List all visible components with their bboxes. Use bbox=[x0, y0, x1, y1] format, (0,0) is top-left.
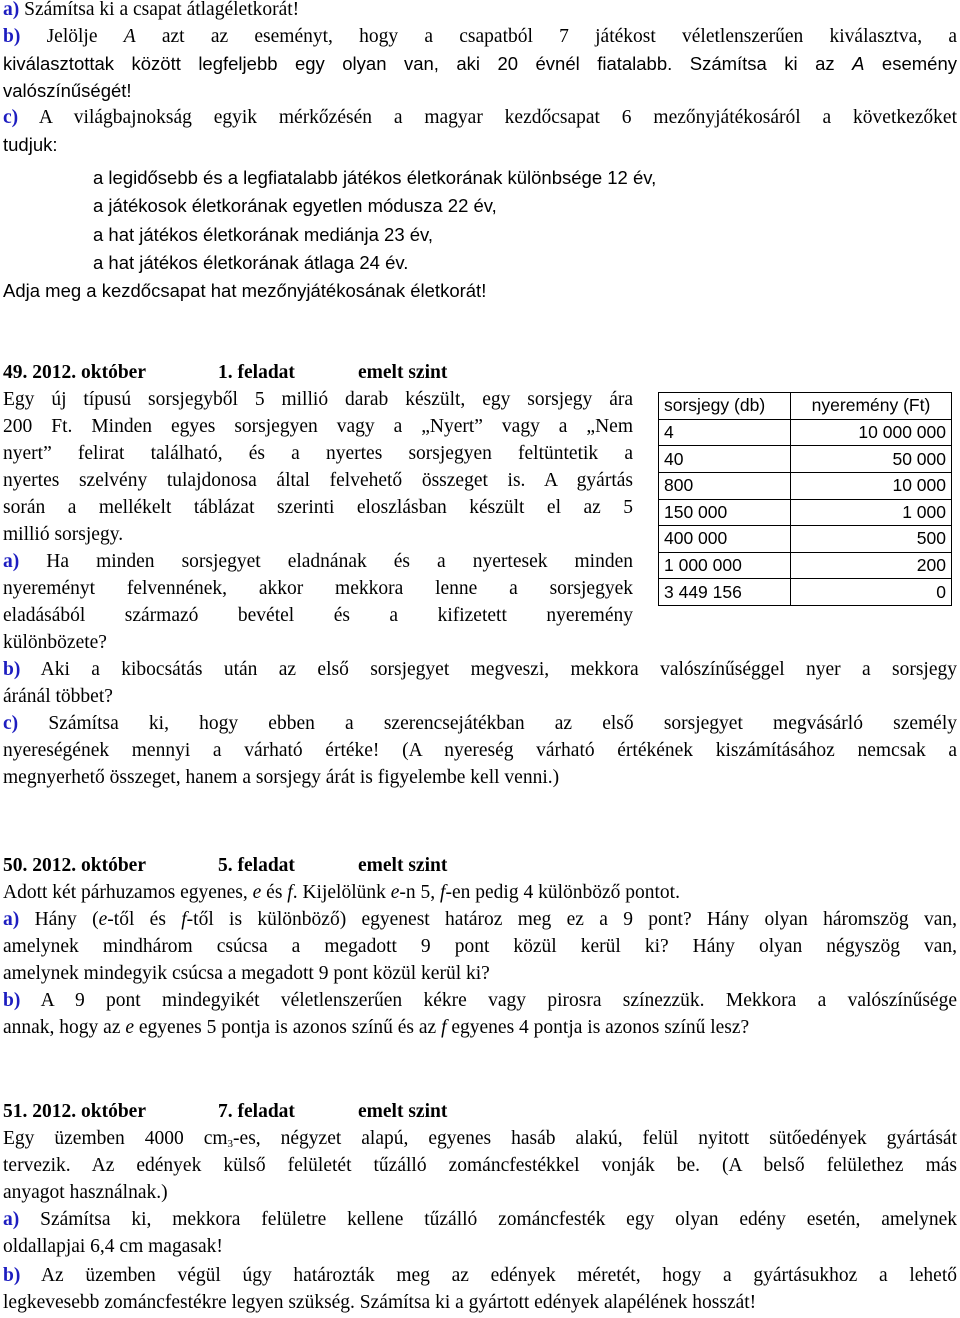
table-cell: 50 000 bbox=[791, 446, 952, 473]
top-a-text: Számítsa ki a csapat átlagéletkorát! bbox=[19, 0, 300, 20]
task-number: 7. feladat bbox=[218, 1101, 295, 1122]
problem-number: 51. 2012. október bbox=[3, 1101, 146, 1122]
top-b-text: Jelölje bbox=[20, 26, 124, 47]
p49-intro-line: nyertes szelvény tulajdonosa által felvehető összeget is. A gyártás bbox=[3, 470, 633, 491]
top-c-text: A világbajnokság egyik mérkőzésén a magyar kezdőcsapat 6 mezőnyjátékosáról a következőket bbox=[18, 107, 957, 128]
line-f-symbol: f bbox=[181, 909, 187, 930]
problem-50-header bbox=[3, 852, 603, 879]
top-b-text: kiválasztottak között legfeljebb egy olyan van, aki 20 évnél fiatalabb. Számítsa ki az bbox=[3, 53, 853, 74]
p50-a-line bbox=[3, 906, 957, 933]
p51-intro-line: tervezik. Az edények külső felületét tűzálló zománcfestékkel vonják be. (A belső felülethez más bbox=[3, 1155, 957, 1176]
table-header-cell: nyeremény (Ft) bbox=[791, 393, 952, 420]
p50-text: és bbox=[261, 882, 288, 903]
p50-b-text: annak, hogy az bbox=[3, 1017, 126, 1038]
line-f-symbol: f bbox=[440, 882, 446, 903]
label-c: c) bbox=[3, 713, 19, 734]
problem-number: 50. 2012. október bbox=[3, 855, 146, 876]
label-b: b) bbox=[3, 990, 21, 1011]
task-number: 5. feladat bbox=[218, 855, 295, 876]
p49-b-line: áránál többet? bbox=[3, 686, 113, 707]
table-cell: 4 bbox=[659, 419, 791, 446]
problem-51-header bbox=[3, 1098, 603, 1125]
p49-c-text: Számítsa ki, hogy ebben a szerencsejátékban az első sorsjegyet megvásárló személy bbox=[18, 713, 957, 734]
p50-a-line: amelynek mindegyik csúcsa a megadott 9 pont közül kerül ki? bbox=[3, 963, 490, 984]
table-row bbox=[659, 579, 952, 606]
level-label: emelt szint bbox=[358, 855, 448, 876]
p49-c-line: megnyerhető összeget, hanem a sorsjegy árát is figyelembe kell venni.) bbox=[3, 767, 560, 788]
event-a-symbol: A bbox=[852, 53, 865, 74]
p49-intro-line: során a mellékelt táblázat szerinti eloszlásban készült el az 5 bbox=[3, 497, 633, 518]
top-b-line3: valószínűségét! bbox=[3, 80, 132, 101]
p50-a-text: Hány ( bbox=[19, 909, 99, 930]
table-cell: 1 000 000 bbox=[659, 552, 791, 579]
p50-text: . Kijelölünk bbox=[292, 882, 391, 903]
line-e-symbol: e bbox=[125, 1017, 135, 1038]
label-a: a) bbox=[3, 1209, 20, 1230]
top-b-text: esemény bbox=[864, 53, 957, 74]
p50-b-text: A 9 pont mindegyikét véletlenszerűen kékre vagy pirosra színezzük. Mekkora a valószínűsége bbox=[20, 990, 957, 1011]
p51-intro-line: anyagot használnak.) bbox=[3, 1182, 168, 1203]
top-c-question: Adja meg a kezdőcsapat hat mezőnyjátékosának életkorát! bbox=[3, 280, 487, 301]
p50-intro-line bbox=[3, 879, 680, 906]
p49-a-line: nyereményt felvennének, akkor mekkora lenne a sorsjegyek bbox=[3, 578, 633, 599]
label-b: b) bbox=[3, 1265, 21, 1286]
table-cell: 1 000 bbox=[791, 499, 952, 526]
table-cell: 40 bbox=[659, 446, 791, 473]
p51-b-text: Az üzemben végül úgy határozták meg az edények méretét, hogy a gyártásukhoz a lehető bbox=[20, 1265, 957, 1286]
top-b-text: azt az eseményt, hogy a csapatból 7 játékost véletlenszerűen kiválasztva, a bbox=[135, 26, 957, 47]
line-e-symbol: e bbox=[98, 909, 108, 930]
table-cell: 3 449 156 bbox=[659, 579, 791, 606]
fact-item: a legidősebb és a legfiatalabb játékos életkorának különbsége 12 év, bbox=[93, 167, 657, 188]
p51-b-line bbox=[3, 1262, 957, 1289]
table-cell: 800 bbox=[659, 472, 791, 499]
p51-text: -es, négyzet alapú, egyenes hasáb alakú, felül nyitott sütőedények gyártását bbox=[233, 1128, 957, 1149]
line-e-symbol: e bbox=[390, 882, 400, 903]
table-row bbox=[659, 446, 952, 473]
table-cell: 400 000 bbox=[659, 526, 791, 553]
problem-number: 49. 2012. október bbox=[3, 362, 146, 383]
p49-a-line: eladásából származó bevétel és a kifizetett nyeremény bbox=[3, 605, 633, 626]
p50-text: Adott két párhuzamos egyenes, bbox=[3, 882, 253, 903]
p50-text: -en pedig 4 különböző pontot. bbox=[445, 882, 680, 903]
p51-text: Egy üzemben 4000 cm bbox=[3, 1128, 228, 1149]
p49-intro-line: millió sorsjegy. bbox=[3, 524, 124, 545]
p50-b-text: egyenes 4 pontja is azonos színű lesz? bbox=[446, 1017, 750, 1038]
table-cell: 10 000 000 bbox=[791, 419, 952, 446]
level-label: emelt szint bbox=[358, 1101, 448, 1122]
event-a-symbol: A bbox=[123, 26, 136, 47]
table-cell: 10 000 bbox=[791, 472, 952, 499]
p50-a-line: amelynek mindhárom csúcsa a megadott 9 pont közül kerül ki? Hány olyan négyszög van, bbox=[3, 936, 957, 957]
fact-item: a hat játékos életkorának átlaga 24 év. bbox=[93, 252, 409, 273]
p50-a-text: -től és bbox=[107, 909, 182, 930]
top-b-line1 bbox=[3, 23, 957, 50]
table-row bbox=[659, 499, 952, 526]
p49-a-line bbox=[3, 548, 633, 575]
p51-a-line bbox=[3, 1206, 957, 1233]
problem-49-header bbox=[3, 359, 603, 386]
p51-b-line: legkevesebb zománcfestékre legyen szükség. Számítsa ki a gyártott edények alapélének hosszát! bbox=[3, 1292, 757, 1313]
p49-b-text: Aki a kibocsátás után az első sorsjegyet megveszi, mekkora valószínűséggel nyer a sorsjegy bbox=[20, 659, 957, 680]
top-c-line1 bbox=[3, 104, 957, 131]
top-b-line2 bbox=[3, 50, 957, 77]
table-row bbox=[659, 526, 952, 553]
label-b: b) bbox=[3, 659, 21, 680]
table-row bbox=[659, 472, 952, 499]
label-a: a) bbox=[3, 909, 20, 930]
p50-b-text: egyenes 5 pontja is azonos színű és az bbox=[134, 1017, 442, 1038]
table-row bbox=[659, 552, 952, 579]
superscript-3: 3 bbox=[227, 1138, 234, 1150]
fact-item: a hat játékos életkorának mediánja 23 év, bbox=[93, 224, 434, 245]
p49-b-line bbox=[3, 656, 957, 683]
p49-intro-line: 200 Ft. Minden egyes sorsjegyen vagy a „Nyert” vagy a „Nem bbox=[3, 416, 633, 437]
table-row bbox=[659, 419, 952, 446]
label-a: a) bbox=[3, 551, 20, 572]
task-number: 1. feladat bbox=[218, 362, 295, 383]
p51-intro-line bbox=[3, 1125, 957, 1152]
table-cell: 500 bbox=[791, 526, 952, 553]
top-c-line2: tudjuk: bbox=[3, 134, 58, 155]
ticket-distribution-table bbox=[658, 392, 952, 606]
p49-intro-line: Egy új típusú sorsjegyből 5 millió darab készült, egy sorsjegy ára bbox=[3, 389, 633, 410]
table-cell: 0 bbox=[791, 579, 952, 606]
table-header-row bbox=[659, 393, 952, 420]
fact-item: a játékosok életkorának egyetlen módusza 22 év, bbox=[93, 195, 497, 216]
label-a: a) bbox=[3, 0, 20, 20]
table-cell: 150 000 bbox=[659, 499, 791, 526]
top-a-line bbox=[3, 0, 299, 23]
level-label: emelt szint bbox=[358, 362, 448, 383]
label-c: c) bbox=[3, 107, 19, 128]
p50-text: -n 5, bbox=[399, 882, 441, 903]
p50-b-line bbox=[3, 987, 957, 1014]
p49-c-line: nyereségének mennyi a várható értéke! (A nyereség várható értékének kiszámításához nemcsak a bbox=[3, 740, 957, 761]
label-b: b) bbox=[3, 26, 21, 47]
p50-b-line bbox=[3, 1014, 749, 1041]
p49-intro-line: nyert” felirat található, és a nyertes sorsjegyen feltüntetik a bbox=[3, 443, 633, 464]
p49-a-text: Ha minden sorsjegyet eladnának és a nyertesek minden bbox=[19, 551, 633, 572]
line-f-symbol: f bbox=[287, 882, 293, 903]
line-f-symbol: f bbox=[441, 1017, 447, 1038]
p50-a-text: -től is különböző) egyenest határoz meg ez a 9 pont? Hány olyan háromszög van, bbox=[186, 909, 957, 930]
p51-a-text: Számítsa ki, mekkora felületre kellene tűzálló zománcfesték egy olyan edény esetén, amelynek bbox=[19, 1209, 957, 1230]
table-header-cell: sorsjegy (db) bbox=[659, 393, 791, 420]
p51-a-line: oldallapjai 6,4 cm magasak! bbox=[3, 1236, 223, 1257]
p49-c-line bbox=[3, 710, 957, 737]
line-e-symbol: e bbox=[252, 882, 262, 903]
p49-a-line: különbözete? bbox=[3, 632, 107, 653]
table-cell: 200 bbox=[791, 552, 952, 579]
